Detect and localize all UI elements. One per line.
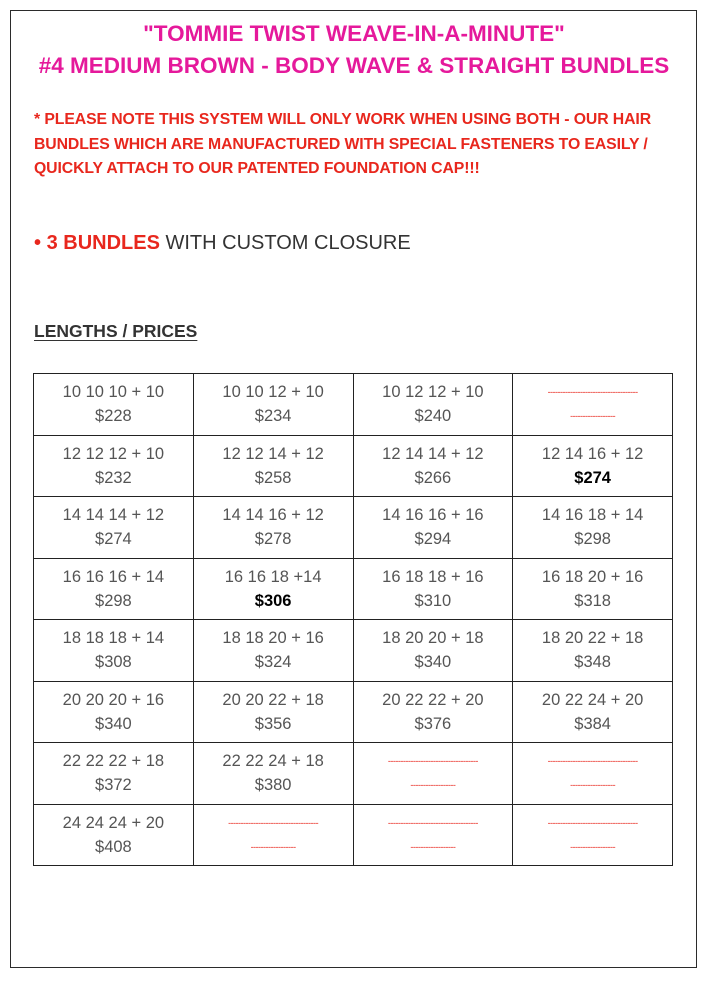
price: $266 bbox=[414, 468, 452, 487]
empty-cell bbox=[353, 743, 513, 805]
price-cell bbox=[513, 497, 673, 559]
table-row bbox=[34, 374, 673, 436]
price: $298 bbox=[574, 530, 611, 549]
length-combo: 16 16 16 + 14 bbox=[62, 567, 165, 586]
length-combo: 20 22 24 + 20 bbox=[541, 690, 644, 709]
length-combo: 16 18 18 + 16 bbox=[382, 567, 484, 586]
length-combo: 14 14 16 + 12 bbox=[222, 506, 324, 525]
length-combo: 14 16 16 + 16 bbox=[382, 506, 484, 525]
length-combo: 24 24 24 + 20 bbox=[62, 813, 165, 832]
price-cell bbox=[193, 743, 353, 805]
table-row bbox=[34, 681, 673, 743]
price-cell bbox=[193, 374, 353, 436]
length-combo: 14 14 14 + 12 bbox=[62, 506, 165, 525]
empty-cell bbox=[513, 374, 673, 436]
dash-line: ------------------ bbox=[250, 841, 296, 852]
price-cell bbox=[193, 435, 353, 497]
table-row bbox=[34, 804, 673, 866]
price: $228 bbox=[95, 407, 132, 426]
price: $380 bbox=[254, 776, 292, 795]
price: $234 bbox=[254, 407, 292, 426]
price-cell bbox=[353, 497, 513, 559]
price-cell bbox=[513, 435, 673, 497]
dash-line: ------------------------------------ bbox=[547, 756, 638, 767]
price-table bbox=[33, 373, 673, 866]
price-cell bbox=[353, 435, 513, 497]
price: $258 bbox=[254, 468, 292, 487]
notice-text: * PLEASE NOTE THIS SYSTEM WILL ONLY WORK WHEN USING BOTH - OUR HAIR BUNDLES WHICH ARE MANUFACTURED WITH SPECIAL FASTENERS TO EASILY / QUICKLY ATTACH TO OUR PATENTED FOUNDATION CAP!!! bbox=[34, 111, 652, 177]
length-combo: 10 12 12 + 10 bbox=[382, 383, 484, 402]
title-line-1: "TOMMIE TWIST WEAVE-IN-A-MINUTE" bbox=[143, 21, 565, 46]
price: $294 bbox=[414, 530, 452, 549]
price-cell bbox=[34, 497, 194, 559]
price-table-body bbox=[34, 374, 673, 866]
price-cell bbox=[513, 558, 673, 620]
length-combo: 16 16 18 +14 bbox=[224, 567, 322, 586]
length-combo: 10 10 12 + 10 bbox=[222, 383, 324, 402]
price: $310 bbox=[414, 591, 452, 610]
dash-line: ------------------ bbox=[570, 411, 616, 422]
length-combo: 16 18 20 + 16 bbox=[541, 567, 644, 586]
price: $298 bbox=[95, 591, 132, 610]
table-row bbox=[34, 497, 673, 559]
length-combo: 12 12 12 + 10 bbox=[62, 444, 165, 463]
length-combo: 14 16 18 + 14 bbox=[541, 506, 644, 525]
price-cell bbox=[34, 435, 194, 497]
price: $308 bbox=[95, 653, 132, 672]
price: $232 bbox=[95, 468, 132, 487]
empty-cell bbox=[513, 743, 673, 805]
dash-line: ------------------------------------ bbox=[547, 817, 638, 828]
price-cell bbox=[193, 681, 353, 743]
length-combo: 18 20 20 + 18 bbox=[382, 629, 484, 648]
empty-cell bbox=[353, 804, 513, 866]
price: $356 bbox=[254, 714, 292, 733]
bundles-count: 3 BUNDLES bbox=[46, 232, 160, 254]
length-combo: 12 14 14 + 12 bbox=[382, 444, 484, 463]
length-combo: 10 10 10 + 10 bbox=[62, 383, 165, 402]
length-combo: 20 22 22 + 20 bbox=[382, 690, 484, 709]
price-cell bbox=[353, 681, 513, 743]
dash-line: ------------------ bbox=[570, 841, 616, 852]
title-line-2: #4 MEDIUM BROWN - BODY WAVE & STRAIGHT BUNDLES bbox=[38, 53, 670, 78]
empty-cell bbox=[513, 804, 673, 866]
length-combo: 22 22 24 + 18 bbox=[222, 752, 324, 771]
bundles-line bbox=[34, 232, 411, 255]
price: $318 bbox=[574, 591, 611, 610]
price-cell bbox=[34, 620, 194, 682]
price-cell bbox=[34, 558, 194, 620]
price-cell bbox=[34, 743, 194, 805]
price: $372 bbox=[95, 776, 132, 795]
length-combo: 12 14 16 + 12 bbox=[541, 444, 644, 463]
price-cell bbox=[513, 681, 673, 743]
price: $274 bbox=[574, 468, 611, 487]
table-row bbox=[34, 558, 673, 620]
length-combo: 20 20 22 + 18 bbox=[222, 690, 324, 709]
lengths-prices-heading: LENGTHS / PRICES bbox=[34, 321, 198, 341]
dash-line: ------------------ bbox=[410, 841, 456, 852]
dash-line: ------------------------------------ bbox=[387, 756, 478, 767]
dash-line: ------------------------------------ bbox=[387, 817, 478, 828]
length-combo: 18 20 22 + 18 bbox=[541, 629, 644, 648]
dash-line: ------------------------------------ bbox=[547, 387, 638, 398]
price: $324 bbox=[254, 653, 292, 672]
table-row bbox=[34, 435, 673, 497]
table-row bbox=[34, 620, 673, 682]
dash-line: ------------------ bbox=[570, 780, 616, 791]
length-combo: 18 18 18 + 14 bbox=[62, 629, 165, 648]
price-cell bbox=[513, 620, 673, 682]
price-cell bbox=[353, 558, 513, 620]
price-cell bbox=[193, 497, 353, 559]
price: $348 bbox=[574, 653, 611, 672]
price: $376 bbox=[414, 714, 452, 733]
price-cell bbox=[34, 804, 194, 866]
dash-line: ------------------ bbox=[410, 780, 456, 791]
price: $278 bbox=[254, 530, 292, 549]
length-combo: 12 12 14 + 12 bbox=[222, 444, 324, 463]
price: $384 bbox=[574, 714, 611, 733]
price-cell bbox=[34, 681, 194, 743]
price-cell bbox=[353, 620, 513, 682]
length-combo: 20 20 20 + 16 bbox=[62, 690, 165, 709]
price-cell bbox=[34, 374, 194, 436]
price: $274 bbox=[95, 530, 132, 549]
price: $408 bbox=[95, 837, 132, 856]
price: $340 bbox=[414, 653, 452, 672]
price-cell bbox=[193, 558, 353, 620]
empty-cell bbox=[193, 804, 353, 866]
price: $306 bbox=[254, 591, 292, 610]
length-combo: 18 18 20 + 16 bbox=[222, 629, 324, 648]
price: $240 bbox=[414, 407, 452, 426]
price-cell bbox=[353, 374, 513, 436]
price-cell bbox=[193, 620, 353, 682]
bundles-description: WITH CUSTOM CLOSURE bbox=[165, 232, 411, 254]
length-combo: 22 22 22 + 18 bbox=[62, 752, 165, 771]
price: $340 bbox=[95, 714, 132, 733]
dash-line: ------------------------------------ bbox=[228, 817, 319, 828]
table-row bbox=[34, 743, 673, 805]
bullet: • bbox=[34, 232, 42, 254]
